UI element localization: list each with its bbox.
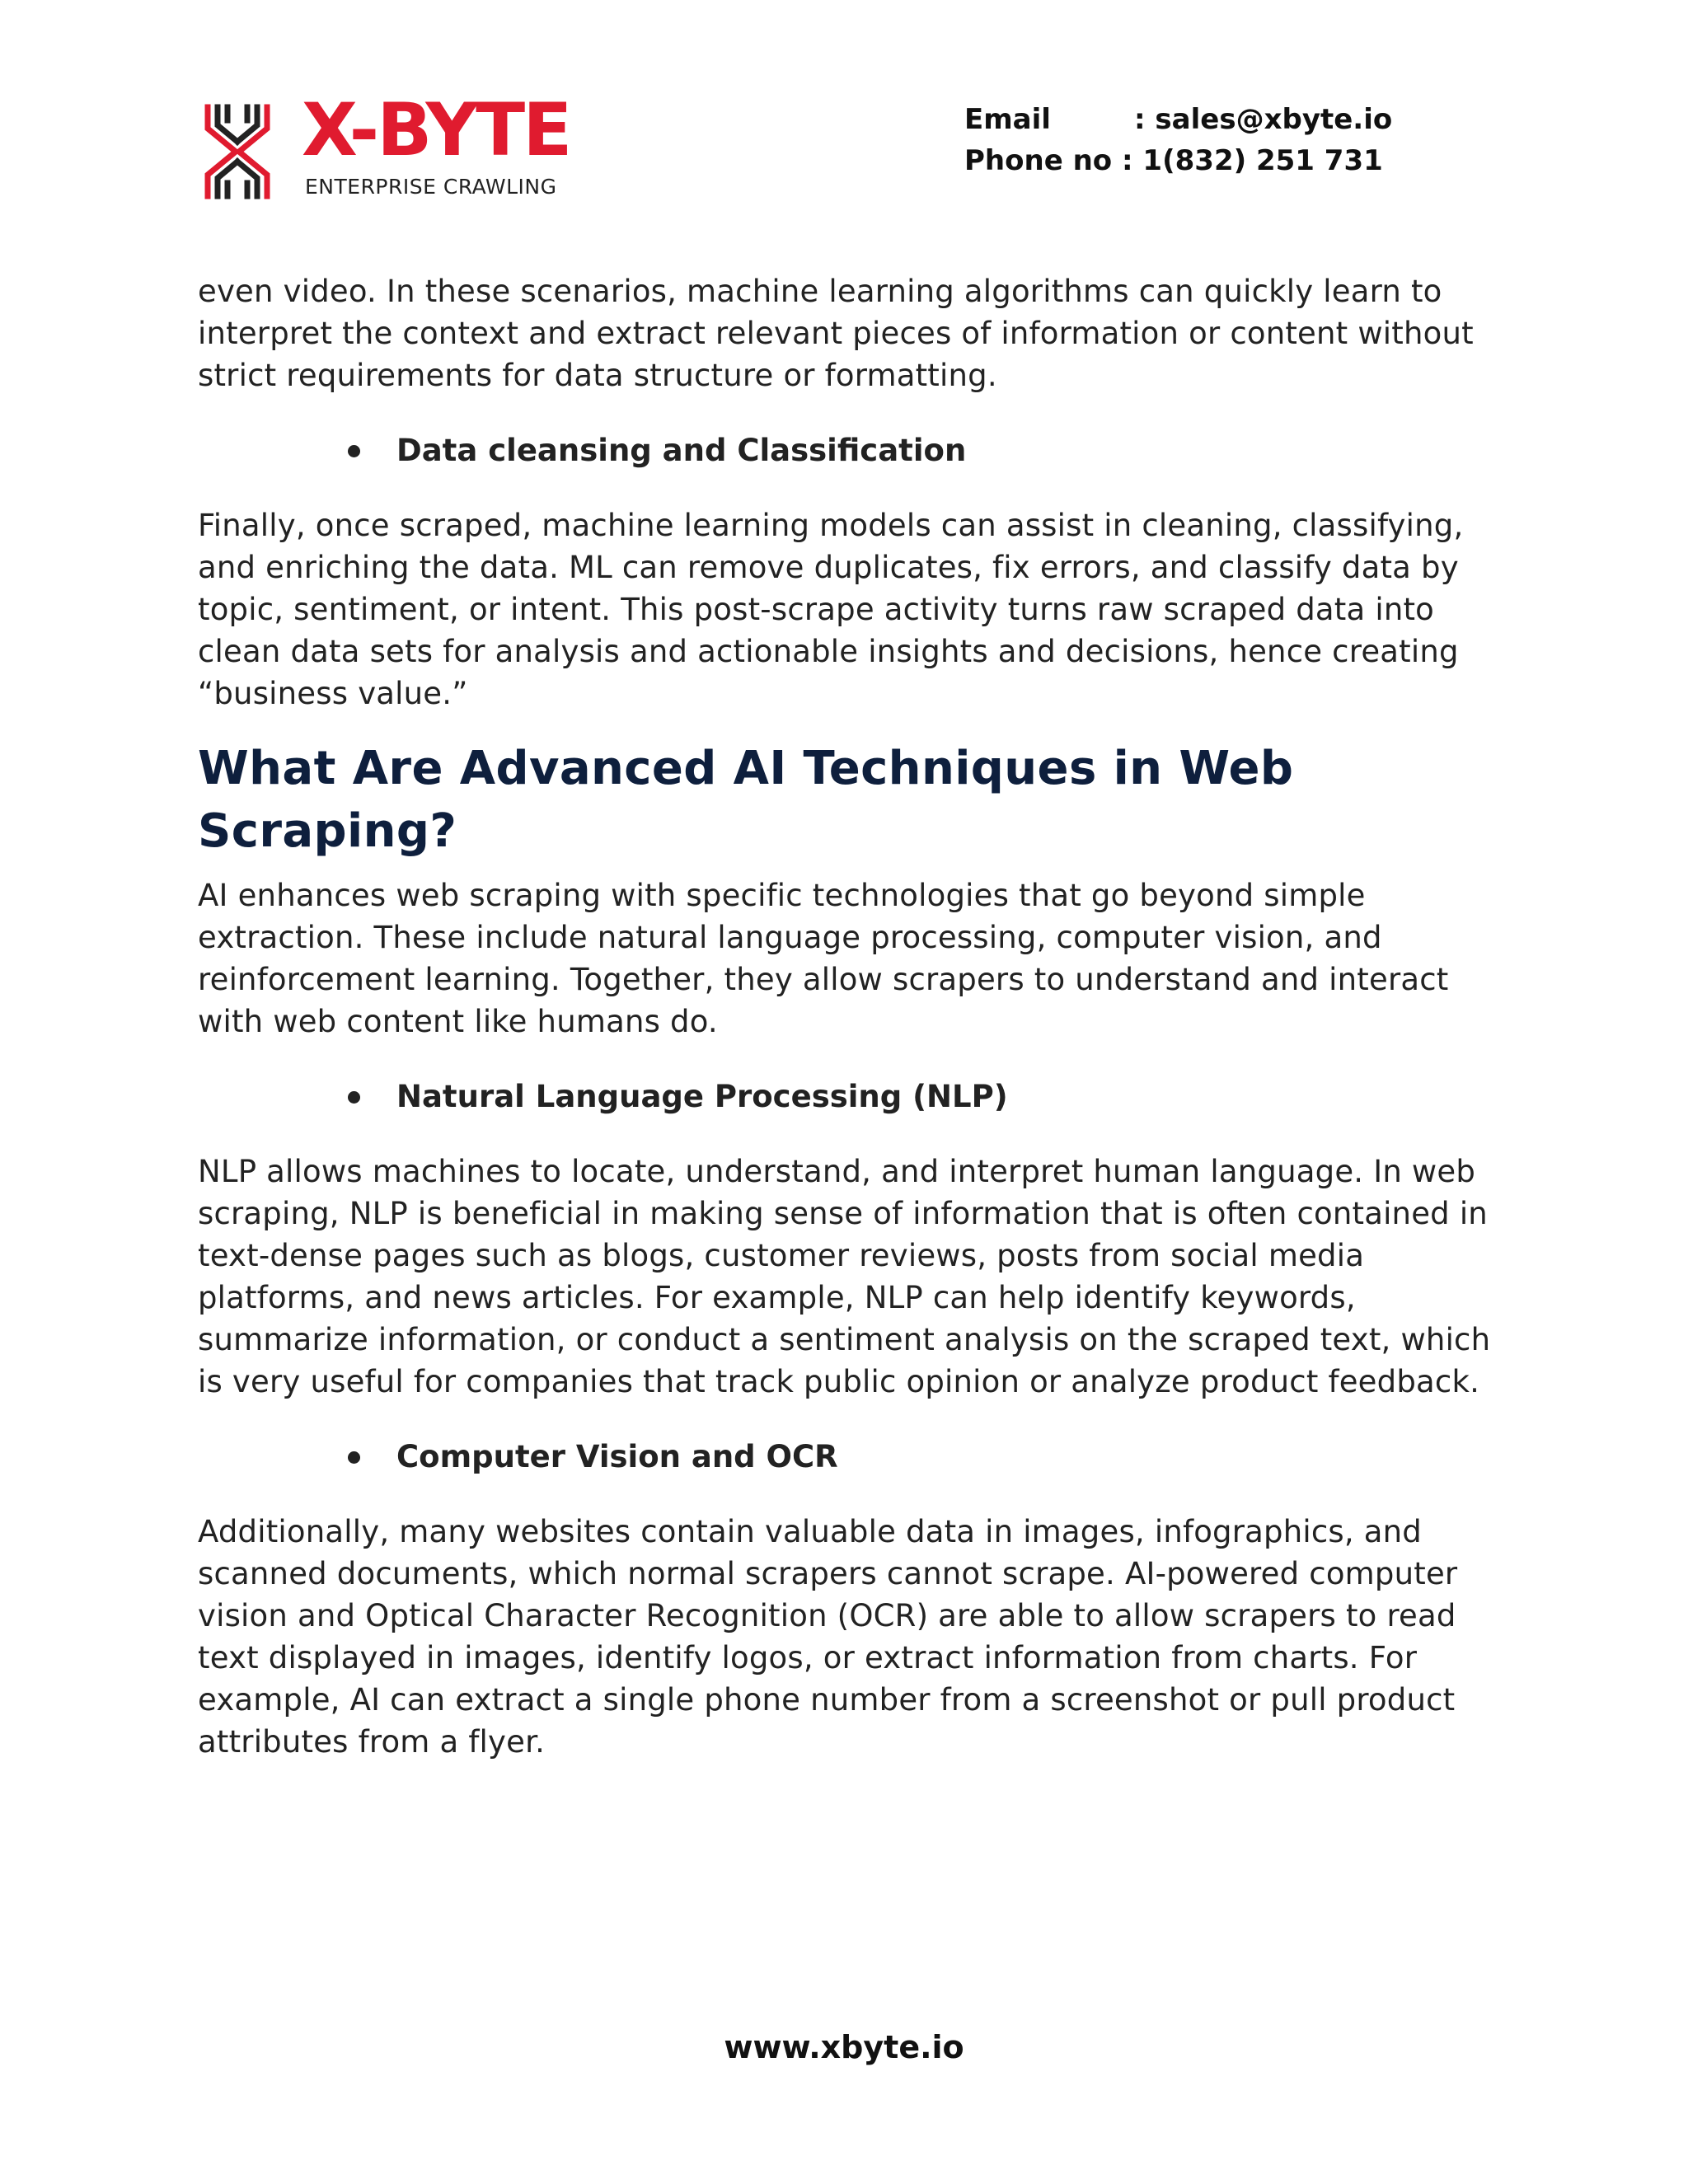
paragraph-computer-vision: Additionally, many websites contain valuable data in images, infographics, and scanned documents, which normal scrapers cannot scrape. AI-powered computer vision and Optical Character Recognition (OCR) are able to allow scrapers to read text displayed in images, identify logos, or extract information from charts. For example, AI can extract a single phone number from a screenshot or pull product attributes from a flyer. bbox=[198, 1514, 1458, 1760]
bullet-dot-icon bbox=[348, 445, 360, 457]
bullet-label: Natural Language Processing (NLP) bbox=[396, 1079, 1008, 1114]
x-byte-logo-icon bbox=[203, 104, 272, 199]
section-heading: What Are Advanced AI Techniques in Web Scraping? bbox=[198, 742, 1294, 858]
paragraph-ai-techniques: AI enhances web scraping with specific technologies that go beyond simple extraction. These include natural language processing, computer vision, and reinforcement learning. Together, they allow scrapers to understand and interact with web content like humans do. bbox=[198, 878, 1449, 1039]
bullet-item-data-cleansing bbox=[198, 429, 1500, 471]
document-body bbox=[198, 270, 1500, 1763]
paragraph-data-cleansing: Finally, once scraped, machine learning models can assist in cleaning, classifying, and enriching the data. ML can remove duplicates, fix errors, and classify data by topic, sentiment, or intent. This post-scrape activity turns raw scraped data into clean data sets for analysis and actionable insights and decisions, hence creating “business value.” bbox=[198, 508, 1464, 711]
phone-value[interactable]: : 1(832) 251 731 bbox=[1122, 144, 1383, 177]
bullet-label: Computer Vision and OCR bbox=[396, 1439, 838, 1474]
company-logo bbox=[203, 87, 582, 199]
bullet-label: Data cleansing and Classification bbox=[396, 433, 967, 468]
contact-info bbox=[964, 99, 1392, 181]
phone-label: Phone no bbox=[964, 144, 1113, 177]
bullet-item-nlp bbox=[198, 1076, 1500, 1118]
email-value[interactable]: : sales@xbyte.io bbox=[1134, 103, 1393, 136]
brand-tagline: ENTERPRISE CRAWLING bbox=[305, 175, 557, 199]
intro-paragraph: even video. In these scenarios, machine learning algorithms can quickly learn to interpret the context and extract relevant pieces of information or content without strict requirements for data structure or formatting. bbox=[198, 274, 1474, 393]
email-row bbox=[964, 99, 1392, 140]
email-label: Email bbox=[964, 103, 1051, 136]
phone-row bbox=[964, 140, 1392, 181]
bullet-dot-icon bbox=[348, 1091, 360, 1104]
paragraph-nlp: NLP allows machines to locate, understand, and interpret human language. In web scraping, NLP is beneficial in making sense of information that is often contained in text-dense pages such as blogs, customer reviews, posts from social media platforms, and news articles. For example, NLP can help identify keywords, summarize information, or conduct a sentiment analysis on the scraped text, which is very useful for companies that track public opinion or analyze product feedback. bbox=[198, 1154, 1491, 1399]
bullet-item-computer-vision bbox=[198, 1436, 1500, 1478]
footer-website[interactable]: www.xbyte.io bbox=[724, 2029, 964, 2065]
brand-name: X-BYTE bbox=[302, 87, 570, 172]
bullet-dot-icon bbox=[348, 1451, 360, 1464]
